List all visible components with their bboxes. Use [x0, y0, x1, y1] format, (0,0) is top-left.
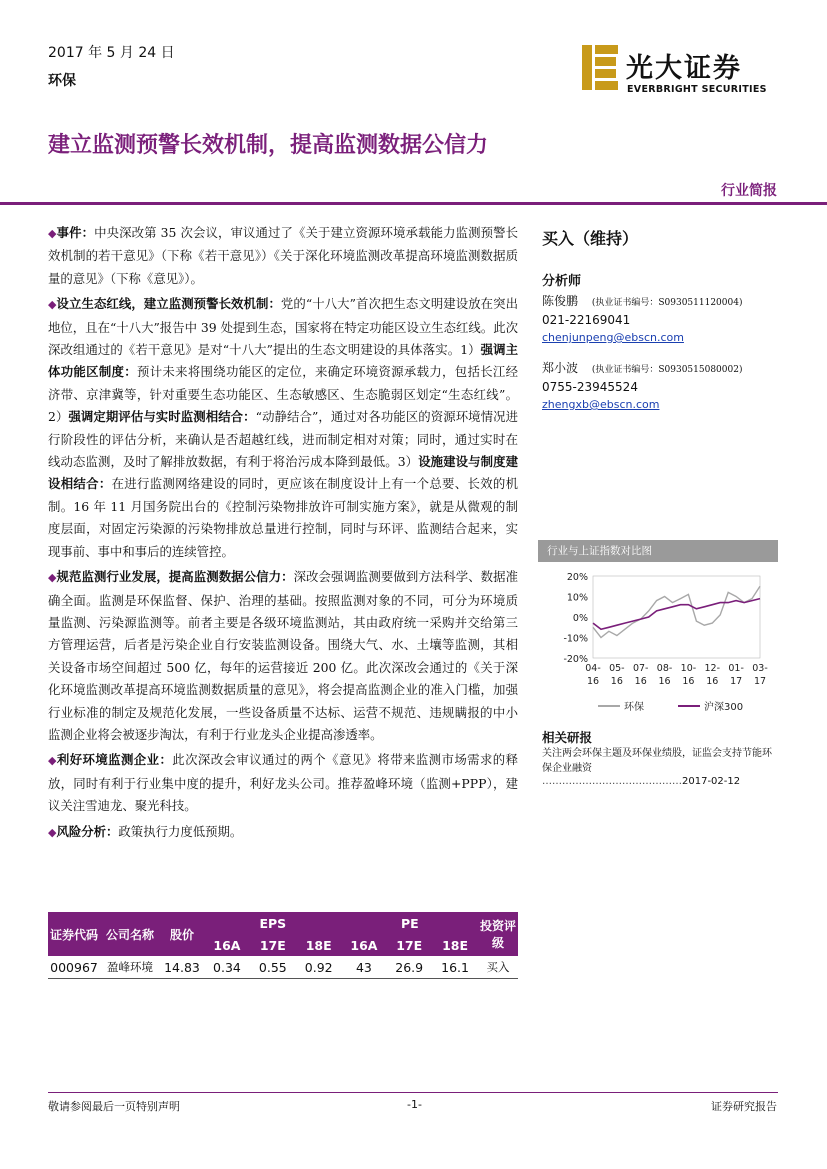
- paragraph-lead: 事件：: [56, 225, 95, 240]
- cell-pe17: 26.9: [386, 956, 432, 979]
- analyst-email-link[interactable]: chenjunpeng@ebscn.com: [542, 331, 684, 344]
- x-tick-label: 08-: [656, 663, 673, 674]
- y-tick-label: -20%: [563, 654, 588, 665]
- x-tick-label: 17: [753, 676, 767, 687]
- footer-report-label: 证券研究报告: [711, 1100, 777, 1113]
- x-tick-label: 16: [706, 676, 719, 687]
- comparison-chart: [538, 562, 778, 722]
- chart-title: 行业与上证指数对比图: [538, 540, 778, 562]
- series-line-2: [593, 599, 760, 630]
- x-tick-label: 16: [682, 676, 695, 687]
- x-tick-label: 17: [730, 676, 743, 687]
- related-report-date-row: [542, 776, 778, 787]
- paragraph-lead: 利好环境监测企业：: [56, 752, 173, 768]
- forecast-table: [48, 912, 518, 979]
- inline-bold: 设施建设与制度建设相结合：: [48, 454, 519, 492]
- related-report-date: 2017-02-12: [682, 776, 741, 787]
- paragraph-regulate: [48, 566, 518, 746]
- logo-text: 光大证券: [626, 53, 742, 84]
- x-tick-label: 07-: [632, 663, 649, 674]
- body-text: [48, 222, 518, 847]
- header-name: 公司名称: [100, 912, 160, 956]
- rating: 买入（维持）: [542, 229, 639, 248]
- y-tick-label: 10%: [566, 592, 588, 604]
- report-type: 行业简报: [721, 183, 777, 199]
- x-tick-label: 01-: [728, 663, 744, 674]
- y-tick-label: 20%: [566, 572, 588, 583]
- header-year: 16A: [342, 934, 387, 956]
- paragraph-lead: 规范监测行业发展，提高监测数据公信力：: [56, 569, 294, 585]
- analyst-name: 陈俊鹏: [542, 294, 579, 308]
- x-tick-label: 16: [586, 676, 600, 687]
- report-date: 2017 年 5 月 24 日: [48, 45, 175, 61]
- inline-bold: 强调主体功能区制度：: [48, 342, 518, 380]
- paragraph-text: 政策执行力度低预期。: [118, 823, 243, 839]
- header-code: 证券代码: [48, 912, 100, 956]
- cell-eps17: 0.55: [250, 956, 296, 979]
- header-year: 18E: [296, 934, 342, 956]
- sector-label: 环保: [48, 73, 76, 89]
- paragraph-lead: 设立生态红线，建立监测预警长效机制：: [56, 296, 281, 312]
- paragraph-lead: 风险分析：: [56, 823, 119, 839]
- header-pe: PE: [342, 912, 478, 934]
- analyst-phone: 021-22169041: [542, 313, 631, 327]
- legend-label: 环保: [624, 702, 644, 713]
- header-year: 18E: [432, 934, 478, 956]
- y-tick-label: 0%: [572, 613, 588, 624]
- paragraph-event: [48, 222, 518, 290]
- analyst-email-link[interactable]: zhengxb@ebscn.com: [542, 398, 660, 411]
- analyst-cert: (执业证书编号：S0930515080002): [591, 365, 743, 375]
- paragraph-text: 党的“十八大”首次把生态文明建设放在突出地位，且在“十八大”报告中 39 处提到生态，国家将在特定功能区设立生态红线。此次深改组通过的《若干意见》是对“十八大”提出的生态文明建设的具体落实。1）: [48, 296, 519, 358]
- table-row: [48, 956, 518, 979]
- paragraph-text: 中央深改第 35 次会议，审议通过了《关于建立资源环境承载能力监测预警长效机制的若干意见》（下称《若干意见》）《关于深化环境监测改革提高环境监测数据质量的意见》（下称《意见》）。: [48, 225, 518, 286]
- analyst-block-2: [542, 360, 782, 413]
- cell-pe18: 16.1: [432, 956, 478, 979]
- analyst-cert: (执业证书编号：S0930511120004): [591, 298, 743, 308]
- diamond-bullet-icon: ◆: [48, 571, 57, 585]
- cell-pe16: 43: [342, 956, 387, 979]
- header-price: 股价: [160, 912, 204, 956]
- x-tick-label: 16: [658, 676, 671, 687]
- analyst-phone: 0755-23945524: [542, 380, 638, 394]
- dot-leader: ……………………………………: [542, 776, 682, 787]
- x-tick-label: 10-: [680, 663, 697, 674]
- inline-bold: 强调定期评估与实时监测相结合：: [68, 409, 256, 425]
- x-tick-label: 04-: [585, 663, 601, 674]
- cell-eps18: 0.92: [296, 956, 342, 979]
- diamond-bullet-icon: ◆: [48, 825, 57, 839]
- y-tick-label: -10%: [563, 633, 588, 645]
- header-rating: 投资评级: [478, 912, 518, 956]
- plot-frame: [593, 576, 760, 658]
- header-year: 17E: [386, 934, 432, 956]
- cell-code: 000967: [48, 956, 100, 979]
- header-year: 17E: [250, 934, 296, 956]
- legend-label: 沪深300: [704, 702, 744, 713]
- x-tick-label: 05-: [609, 663, 625, 674]
- related-reports-heading: 相关研报: [542, 730, 593, 745]
- paragraph-text: 深改会强调监测要做到方法科学、数据准确全面。监测是环保监督、保护、治理的基础。按照监测对象的不同，可分为环境质量监测、污染源监测等。前者主要是各级环境监测站，其由政府统一采购并交给第三方管理运营，后者是污染企业自行安装监测设备。围绕大气、水、土壤等监测，其相关设备市场空间超过 500 亿，每年的运营接近 200 亿。此次深改会通过的《关于深化环境监测改革提高环境监测数据质量的意见》，将会提高监测企业的准入门槛，加强行业标准的制定及规范化发展，一些设备质量不达标、运营不规范、违规瞒报的中小监测企业将会被逐步淘汰，有利于行业龙头企业提高渗透率。: [48, 569, 519, 742]
- header-divider: [0, 202, 827, 205]
- logo-subtext: EVERBRIGHT SECURITIES: [627, 84, 767, 95]
- paragraph-text: 此次深改会审议通过的两个《意见》将带来监测市场需求的释放，同时有利于行业集中度的提升，利好龙头公司。推荐盈峰环境（监测+PPP），建议关注雪迪龙、聚光科技。: [48, 752, 518, 814]
- x-tick-label: 16: [634, 676, 647, 687]
- cell-eps16: 0.34: [204, 956, 250, 979]
- x-tick-label: 16: [610, 676, 623, 687]
- cell-price: 14.83: [160, 956, 204, 979]
- series-line-1: [593, 586, 760, 637]
- cell-name: 盈峰环境: [100, 956, 160, 979]
- x-tick-label: 12-: [704, 663, 721, 674]
- paragraph-text: “动静结合”，通过对各功能区的资源环境情况进行阶段性的评估分析，来确认是否超越红线，进而制定相对对策；同时，通过实时在线动态监测，及时了解排放数据，有利于将治污成本降到最低。3）: [48, 409, 519, 470]
- cell-rating: 买入: [478, 956, 518, 979]
- footer-divider: [48, 1092, 778, 1093]
- diamond-bullet-icon: ◆: [48, 754, 57, 768]
- logo-mark-icon: [582, 45, 618, 90]
- paragraph-redline: [48, 293, 518, 563]
- analyst-name: 郑小波: [542, 361, 579, 375]
- diamond-bullet-icon: ◆: [48, 227, 57, 240]
- paragraph-text: 预计未来将围绕功能区的定位，来确定环境资源承载力，包括长江经济带、京津冀等，针对重要生态功能区、生态敏感区、生态脆弱区划定“生态红线”。2）: [48, 364, 519, 425]
- page-title: 建立监测预警长效机制，提高监测数据公信力: [48, 133, 489, 158]
- x-tick-label: 03-: [752, 663, 768, 674]
- analyst-block-1: [542, 293, 782, 346]
- header-year: 16A: [204, 934, 250, 956]
- paragraph-text: 在进行监测网络建设的同时，更应该在制度设计上有一个总要、长效的机制。16 年 11 月国务院出台的《控制污染物排放许可制实施方案》，就是从微观的制度层面，对固定污染源的污染物排放总量进行控制，同时与环评、监测结合起来，实现事前、事中和事后的连续管控。: [48, 476, 519, 559]
- paragraph-risk: [48, 821, 518, 844]
- related-report-title[interactable]: 关注两会环保主题及环保业绩股，证监会支持节能环保企业融资: [542, 748, 772, 774]
- page-number: -1-: [407, 1098, 422, 1111]
- header-eps: EPS: [204, 912, 342, 934]
- footer-disclaimer: 敬请参阅最后一页特别声明: [48, 1100, 180, 1113]
- analyst-heading: 分析师: [542, 274, 582, 289]
- diamond-bullet-icon: ◆: [48, 298, 57, 312]
- paragraph-benefit: [48, 749, 518, 817]
